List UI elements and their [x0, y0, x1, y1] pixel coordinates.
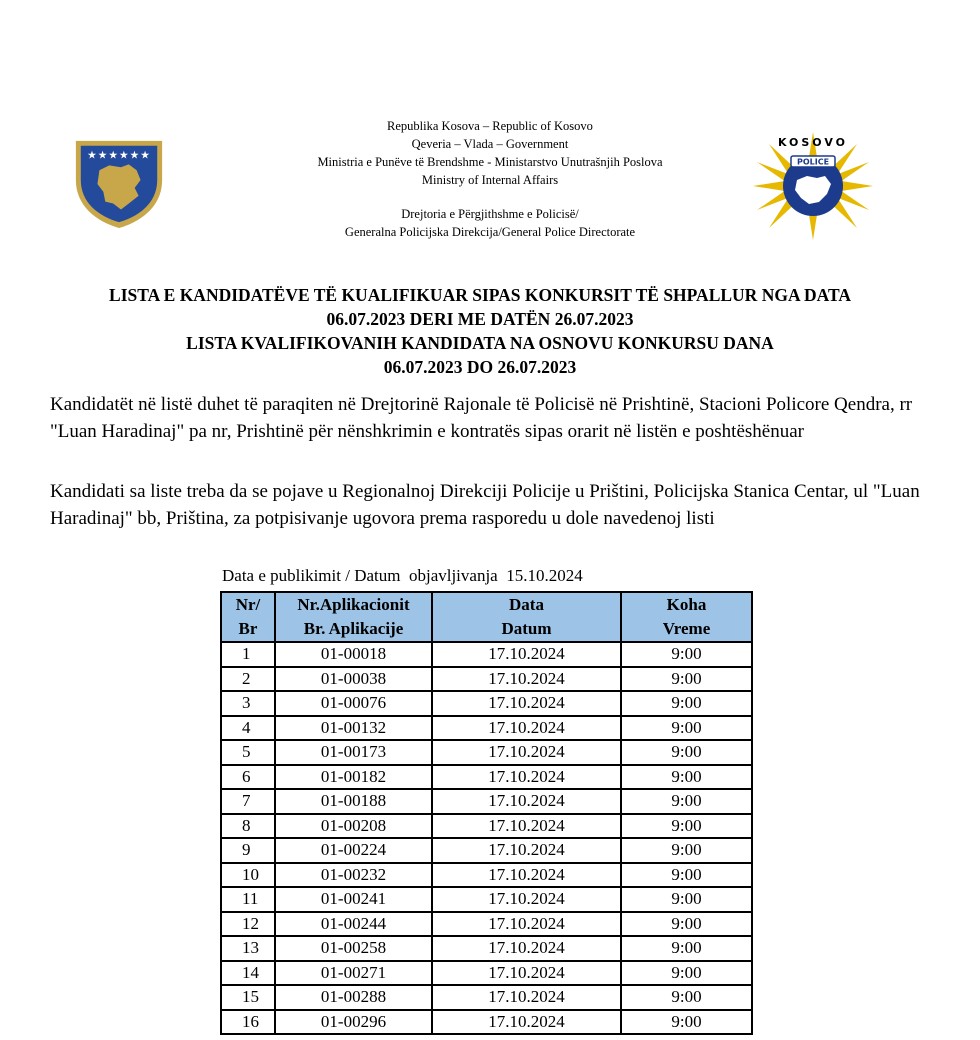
cell-application-id: 01-00244: [275, 912, 432, 937]
cell-date: 17.10.2024: [432, 1010, 621, 1035]
cell-date: 17.10.2024: [432, 789, 621, 814]
cell-time: 9:00: [621, 716, 752, 741]
title-line: LISTA KVALIFIKOVANIH KANDIDATA NA OSNOVU KONKURSU DANA: [186, 333, 774, 353]
cell-application-id: 01-00241: [275, 887, 432, 912]
cell-date: 17.10.2024: [432, 912, 621, 937]
cell-number: 10: [221, 863, 275, 888]
header-line: Drejtoria e Përgjithshme e Policisë/: [401, 207, 579, 221]
cell-number: 3: [221, 691, 275, 716]
cell-time: 9:00: [621, 838, 752, 863]
cell-number: 16: [221, 1010, 275, 1035]
instructions-serbian: Kandidati sa liste treba da se pojave u Regionalnoj Direkciji Policije u Prištini, Policijska Stanica Centar, ul "Luan Haradinaj" bb, Priština, za potpisivanje ugovora prema rasporedu u dole navedenoj listi: [50, 481, 920, 529]
instructions-albanian: Kandidatët në listë duhet të paraqiten në Drejtorinë Rajonale të Policisë në Prishtinë, Stacioni Policore Qendra, rr "Luan Haradinaj" pa nr, Prishtinë për nënshkrimin e kontratës sipas orarit në listën e poshtëshënuar: [50, 394, 913, 442]
table-row: [221, 814, 752, 839]
cell-number: 13: [221, 936, 275, 961]
kosovo-coat-of-arms-icon: [70, 133, 168, 231]
table-body: [221, 642, 752, 1034]
col-header-number: Nr/ Br: [221, 592, 275, 642]
cell-date: 17.10.2024: [432, 961, 621, 986]
header-line: Republika Kosova – Republic of Kosovo: [387, 119, 593, 133]
cell-time: 9:00: [621, 863, 752, 888]
cell-date: 17.10.2024: [432, 765, 621, 790]
cell-number: 2: [221, 667, 275, 692]
cell-date: 17.10.2024: [432, 691, 621, 716]
cell-time: 9:00: [621, 765, 752, 790]
cell-date: 17.10.2024: [432, 838, 621, 863]
table-header-row: [221, 592, 752, 642]
cell-application-id: 01-00224: [275, 838, 432, 863]
header-line: Ministry of Internal Affairs: [421, 173, 559, 187]
title-line: 06.07.2023 DO 26.07.2023: [383, 357, 577, 377]
table-row: [221, 667, 752, 692]
cell-number: 6: [221, 765, 275, 790]
cell-time: 9:00: [621, 789, 752, 814]
cell-date: 17.10.2024: [432, 863, 621, 888]
table-row: [221, 887, 752, 912]
cell-number: 4: [221, 716, 275, 741]
cell-date: 17.10.2024: [432, 716, 621, 741]
cell-time: 9:00: [621, 642, 752, 667]
table-row: [221, 863, 752, 888]
col-header-application: Nr.Aplikacionit Br. Aplikacije: [275, 592, 432, 642]
table-row: [221, 740, 752, 765]
table-row: [221, 789, 752, 814]
cell-number: 9: [221, 838, 275, 863]
header-text-block: [230, 117, 750, 241]
cell-number: 5: [221, 740, 275, 765]
header-line: Qeveria – Vlada – Government: [411, 137, 569, 151]
cell-time: 9:00: [621, 814, 752, 839]
table-row: [221, 961, 752, 986]
cell-time: 9:00: [621, 667, 752, 692]
cell-time: 9:00: [621, 912, 752, 937]
cell-date: 17.10.2024: [432, 642, 621, 667]
cell-date: 17.10.2024: [432, 814, 621, 839]
cell-date: 17.10.2024: [432, 985, 621, 1010]
svg-text:★★★★★★: ★★★★★★: [87, 148, 151, 162]
cell-application-id: 01-00258: [275, 936, 432, 961]
cell-application-id: 01-00232: [275, 863, 432, 888]
table-row: [221, 985, 752, 1010]
publication-date: Data e publikimit / Datum objavljivanja 15.10.2024: [222, 566, 583, 585]
candidates-table: [220, 591, 753, 1035]
table-row: [221, 691, 752, 716]
header-line: Generalna Policijska Direkcija/General Police Directorate: [344, 225, 636, 239]
cell-number: 14: [221, 961, 275, 986]
cell-application-id: 01-00208: [275, 814, 432, 839]
cell-number: 11: [221, 887, 275, 912]
col-header-date: Data Datum: [432, 592, 621, 642]
table-row: [221, 838, 752, 863]
header-line: Ministria e Punëve të Brendshme - Ministarstvo Unutrašnjih Poslova: [317, 155, 663, 169]
cell-application-id: 01-00288: [275, 985, 432, 1010]
cell-application-id: 01-00182: [275, 765, 432, 790]
cell-date: 17.10.2024: [432, 887, 621, 912]
title-line: LISTA E KANDIDATËVE TË KUALIFIKUAR SIPAS KONKURSIT TË SHPALLUR NGA DATA: [109, 285, 851, 305]
cell-time: 9:00: [621, 936, 752, 961]
cell-application-id: 01-00188: [275, 789, 432, 814]
title-line: 06.07.2023 DERI ME DATËN 26.07.2023: [326, 309, 634, 329]
cell-date: 17.10.2024: [432, 936, 621, 961]
cell-number: 1: [221, 642, 275, 667]
cell-time: 9:00: [621, 740, 752, 765]
cell-number: 15: [221, 985, 275, 1010]
cell-number: 12: [221, 912, 275, 937]
cell-time: 9:00: [621, 1010, 752, 1035]
cell-time: 9:00: [621, 691, 752, 716]
cell-application-id: 01-00018: [275, 642, 432, 667]
cell-time: 9:00: [621, 887, 752, 912]
cell-time: 9:00: [621, 961, 752, 986]
kosovo-police-logo-icon: [751, 130, 875, 242]
table-row: [221, 716, 752, 741]
cell-application-id: 01-00038: [275, 667, 432, 692]
cell-time: 9:00: [621, 985, 752, 1010]
table-row: [221, 642, 752, 667]
table-row: [221, 912, 752, 937]
cell-application-id: 01-00132: [275, 716, 432, 741]
col-header-time: Koha Vreme: [621, 592, 752, 642]
document-title: [30, 283, 930, 379]
table-row: [221, 1010, 752, 1035]
table-row: [221, 765, 752, 790]
cell-date: 17.10.2024: [432, 667, 621, 692]
cell-date: 17.10.2024: [432, 740, 621, 765]
cell-application-id: 01-00076: [275, 691, 432, 716]
cell-number: 7: [221, 789, 275, 814]
cell-application-id: 01-00173: [275, 740, 432, 765]
cell-application-id: 01-00296: [275, 1010, 432, 1035]
cell-application-id: 01-00271: [275, 961, 432, 986]
svg-text:KOSOVO: KOSOVO: [777, 136, 849, 149]
cell-number: 8: [221, 814, 275, 839]
svg-text:POLICE: POLICE: [796, 157, 830, 167]
table-row: [221, 936, 752, 961]
